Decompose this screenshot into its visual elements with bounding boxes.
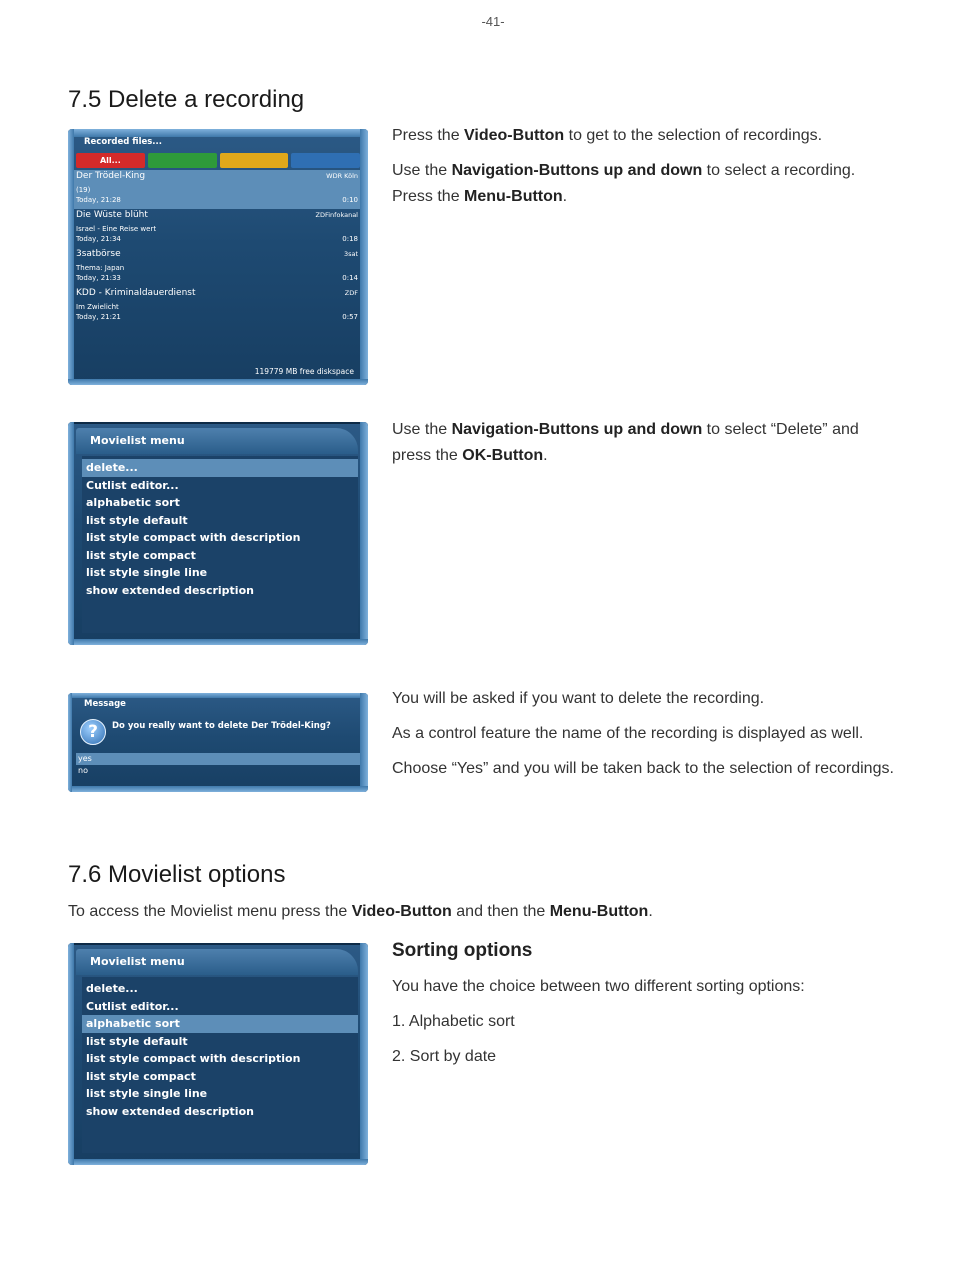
step3-text-2: As a control feature the name of the recording is displayed as well.: [392, 725, 864, 742]
menu-item: list style compact with description: [86, 531, 301, 544]
recordings-screen: [68, 129, 368, 385]
color-button-0: All...: [76, 153, 145, 168]
recording-date: Today, 21:21: [76, 313, 121, 321]
recording-item: [74, 248, 360, 287]
menu-item: list style default: [86, 513, 188, 527]
menu-item: show extended description: [86, 1104, 254, 1118]
recording-description: Israel - Eine Reise wert: [76, 225, 157, 233]
recording-title: KDD - Kriminaldauerdienst: [76, 288, 196, 298]
step1-text-1: Press the Video-Button to get to the selection of recordings.: [392, 127, 823, 144]
menu-item: list style single line: [86, 1087, 208, 1100]
recording-duration: 0:10: [342, 196, 358, 204]
page-number: -41-: [481, 14, 505, 29]
menu-header: Movielist menu: [76, 949, 358, 975]
step3-text-1: You will be asked if you want to delete the recording.: [392, 690, 765, 707]
message-option-yes: yes: [76, 753, 360, 765]
message-question: Do you really want to delete Der Trödel-King?: [112, 721, 331, 731]
sorting-intro: You have the choice between two different sorting options:: [392, 978, 805, 995]
recording-channel: ZDFinfokanal: [315, 211, 358, 219]
menu-list: [82, 980, 358, 1120]
section-heading-movielist: 7.6 Movielist options: [68, 861, 286, 888]
screen-title: Recorded files...: [84, 137, 162, 147]
message-option-no: no: [78, 766, 88, 775]
menu-item: delete...: [86, 982, 138, 995]
sorting-options-heading: Sorting options: [392, 940, 533, 961]
recording-date: Today, 21:28: [76, 196, 121, 204]
section2-intro: To access the Movielist menu press the Video-Button and then the Menu-Button.: [68, 903, 653, 920]
color-button-1: [148, 153, 217, 168]
recording-date: Today, 21:33: [76, 274, 121, 282]
sort-option-1: 1. Alphabetic sort: [392, 1013, 515, 1030]
menu-item: Cutlist editor...: [86, 478, 179, 492]
section-heading-delete: 7.5 Delete a recording: [68, 86, 305, 113]
recording-item: [74, 209, 360, 248]
recording-duration: 0:57: [342, 313, 358, 321]
step1-text-2: Use the Navigation-Buttons up and down to select a recording. Press the Menu-Button.: [392, 162, 856, 205]
free-space-label: 119779 MB free diskspace: [254, 367, 354, 376]
menu-item: list style default: [86, 1034, 188, 1048]
menu-header: Movielist menu: [76, 428, 358, 454]
question-icon: ?: [80, 719, 106, 745]
menu-item: list style compact: [86, 548, 196, 562]
menu-list: [82, 459, 358, 599]
recording-channel: 3sat: [343, 250, 358, 258]
color-button-3: [291, 153, 360, 168]
recording-date: Today, 21:34: [76, 235, 121, 243]
recording-item: [74, 170, 360, 209]
color-buttons: [76, 153, 360, 168]
recording-description: (19): [76, 186, 91, 194]
menu-item: list style single line: [86, 566, 208, 579]
recording-description: Thema: Japan: [76, 264, 125, 272]
recording-title: Die Wüste blüht: [76, 210, 148, 220]
message-screen: [68, 693, 368, 792]
menu-item: alphabetic sort: [82, 1015, 358, 1033]
movielist-menu-screen-1: [68, 422, 368, 645]
menu-item: delete...: [82, 459, 358, 477]
movielist-menu-screen-2: [68, 943, 368, 1165]
menu-item: list style compact: [86, 1069, 196, 1083]
menu-item: list style compact with description: [86, 1052, 301, 1065]
recording-channel: ZDF: [344, 289, 358, 297]
step2-text: Use the Navigation-Buttons up and down to select “Delete” and press the OK-Button.: [392, 421, 859, 464]
step3-text-3: Choose “Yes” and you will be taken back to the selection of recordings.: [392, 760, 894, 777]
menu-item: Cutlist editor...: [86, 999, 179, 1013]
message-title: Message: [84, 699, 126, 709]
recording-duration: 0:14: [342, 274, 358, 282]
recording-title: 3satbörse: [76, 249, 121, 259]
menu-item: alphabetic sort: [86, 496, 180, 509]
recording-channel: WDR Köln: [326, 172, 358, 180]
recording-title: Der Trödel-King: [76, 171, 146, 181]
sort-option-2: 2. Sort by date: [392, 1048, 497, 1065]
recordings-list: [74, 170, 360, 326]
recording-item: [74, 287, 360, 326]
recording-duration: 0:18: [342, 235, 358, 243]
color-button-2: [220, 153, 289, 168]
menu-item: show extended description: [86, 583, 254, 597]
recording-description: Im Zwielicht: [76, 303, 119, 311]
